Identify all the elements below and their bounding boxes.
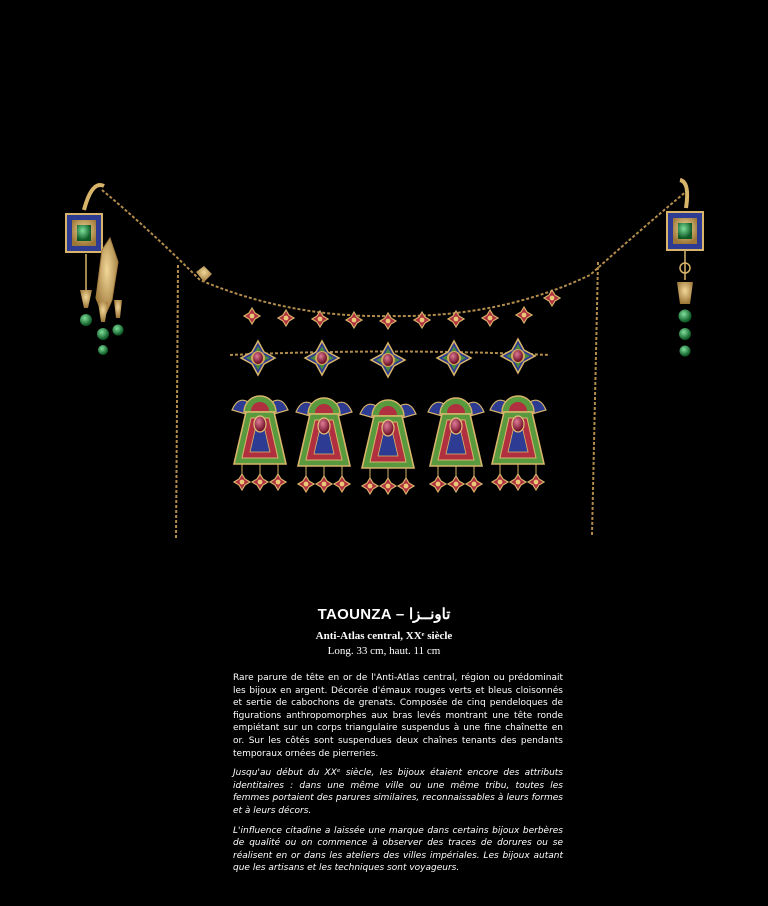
object-dimensions: Long. 33 cm, haut. 11 cm [327,645,441,657]
rosette-band [244,290,560,329]
left-temple-pendant [66,185,124,355]
anthropomorphic-pendants [232,396,546,494]
description-text [233,672,563,882]
enamel-crosses [241,339,535,377]
description-paragraph: L'influence citadine a laissée une marque dans certains bijoux berbères de qualité ou on commence à observer des traces de dorures ou se réalisent en or dans les ateliers des villes impériales. Les bijoux autant que les artisans et les techniques sont voyageurs. [233,825,563,874]
description-paragraph: Jusqu'au début du XXᵉ siècle, les bijoux étaient encore des attributs identitaires : dans une même ville ou une même tribu, toutes les femmes portaient des parures similaires, reconnaissables à leurs formes et à leurs décors. [233,768,563,816]
right-temple-pendant [667,180,703,357]
description-paragraph: Rare parure de tête en or de l'Anti-Atlas central, région ou prédominait les bijoux en argent. Décorée d'émaux rouges verts et bleus cloisonnés et sertie de cabochons de grenats. Composée de cinq pendeloques de figurations anthropomorphes aux bras levés montrant une tête ronde empiétant sur un corps triangulaire suspendus à une fine chaînette en or. Sur les côtés sont suspendues deux chaînes tenants des pendants temporaux ornées de pierreries. [233,673,563,759]
object-origin: Anti-Atlas central, XXᵉ siècle [315,630,453,642]
object-title: TAOUNZA – تاونــزا [317,606,451,623]
caption-heading [0,604,768,659]
